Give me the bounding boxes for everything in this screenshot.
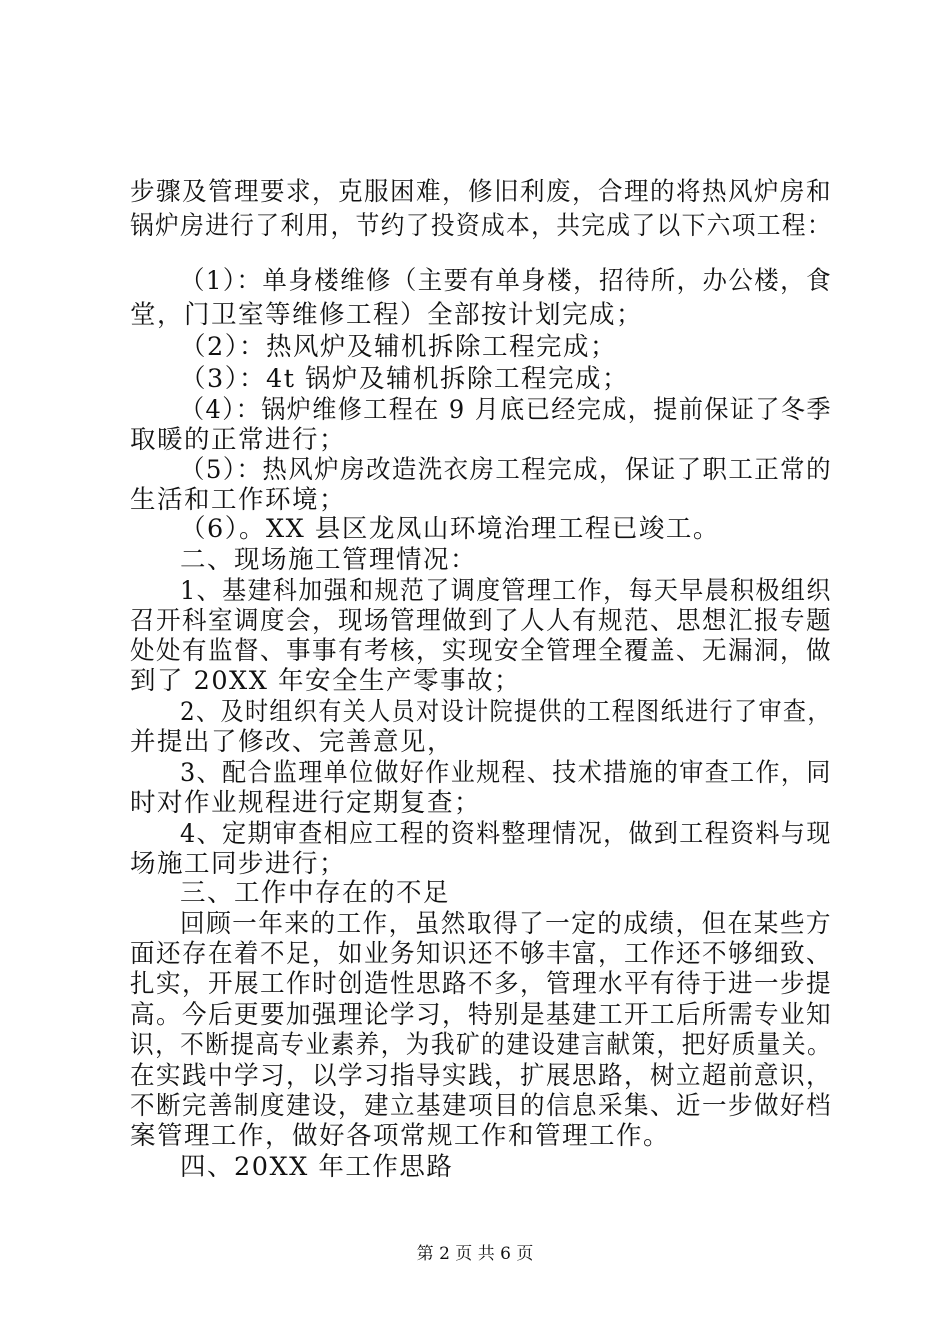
- text-line: 在实践中学习，以学习指导实践，扩展思路，树立超前意识，: [130, 1061, 833, 1091]
- text-line: 并提出了修改、完善意见，: [130, 727, 455, 757]
- text-line: 场施工同步进行；: [130, 849, 347, 879]
- text-line: 召开科室调度会，现场管理做到了人人有规范、思想汇报专题: [130, 606, 833, 636]
- text-line: （1）：单身楼维修（主要有单身楼，招待所，办公楼，食: [180, 266, 832, 296]
- text-line: 取暖的正常进行；: [130, 425, 347, 455]
- text-line: 案管理工作，做好各项常规工作和管理工作。: [130, 1121, 671, 1151]
- text-line: 处处有监督、事事有考核，实现安全管理全覆盖、无漏洞，做: [130, 636, 833, 666]
- text-line: 扎实，开展工作时创造性思路不多，管理水平有待于进一步提: [130, 969, 833, 999]
- text-line: 锅炉房进行了利用，节约了投资成本，共完成了以下六项工程：: [130, 211, 833, 241]
- text-line: 生活和工作环境；: [130, 485, 347, 515]
- section-heading: 四、20XX 年工作思路: [180, 1152, 454, 1182]
- text-line: 步骤及管理要求，克服困难，修旧利废，合理的将热风炉房和: [130, 177, 833, 207]
- text-line: （5）：热风炉房改造洗衣房工程完成，保证了职工正常的: [180, 455, 832, 485]
- text-line: 到了 20XX 年安全生产零事故；: [130, 666, 521, 696]
- page-number-footer: 第 2 页 共 6 页: [416, 1244, 534, 1264]
- text-line: （2）：热风炉及辅机拆除工程完成；: [180, 332, 617, 362]
- text-line: 1、基建科加强和规范了调度管理工作，每天早晨积极组织: [180, 576, 832, 606]
- text-line: （3）：4t 锅炉及辅机拆除工程完成；: [180, 364, 630, 394]
- text-line: （4）：锅炉维修工程在 9 月底已经完成，提前保证了冬季: [180, 395, 832, 425]
- section-heading: 二、现场施工管理情况：: [180, 545, 478, 575]
- text-line: 面还存在着不足，如业务知识还不够丰富，工作还不够细致、: [130, 939, 833, 969]
- text-line: （6）。XX 县区龙凤山环境治理工程已竣工。: [180, 514, 720, 544]
- text-line: 4、定期审查相应工程的资料整理情况，做到工程资料与现: [180, 819, 832, 849]
- text-line: 3、配合监理单位做好作业规程、技术措施的审查工作，同: [180, 758, 832, 788]
- text-line: 不断完善制度建设，建立基建项目的信息采集、近一步做好档: [130, 1091, 833, 1121]
- text-line: 堂，门卫室等维修工程）全部按计划完成；: [130, 300, 644, 330]
- text-line: 高。今后更要加强理论学习，特别是基建工开工后所需专业知: [130, 1000, 833, 1030]
- text-line: 时对作业规程进行定期复查；: [130, 788, 482, 818]
- section-heading: 三、工作中存在的不足: [180, 878, 451, 908]
- text-line: 识，不断提高专业素养，为我矿的建设建言献策，把好质量关。: [130, 1030, 833, 1060]
- text-line: 回顾一年来的工作，虽然取得了一定的成绩，但在某些方: [180, 909, 832, 939]
- text-line: 2、及时组织有关人员对设计院提供的工程图纸进行了审查，: [180, 697, 832, 727]
